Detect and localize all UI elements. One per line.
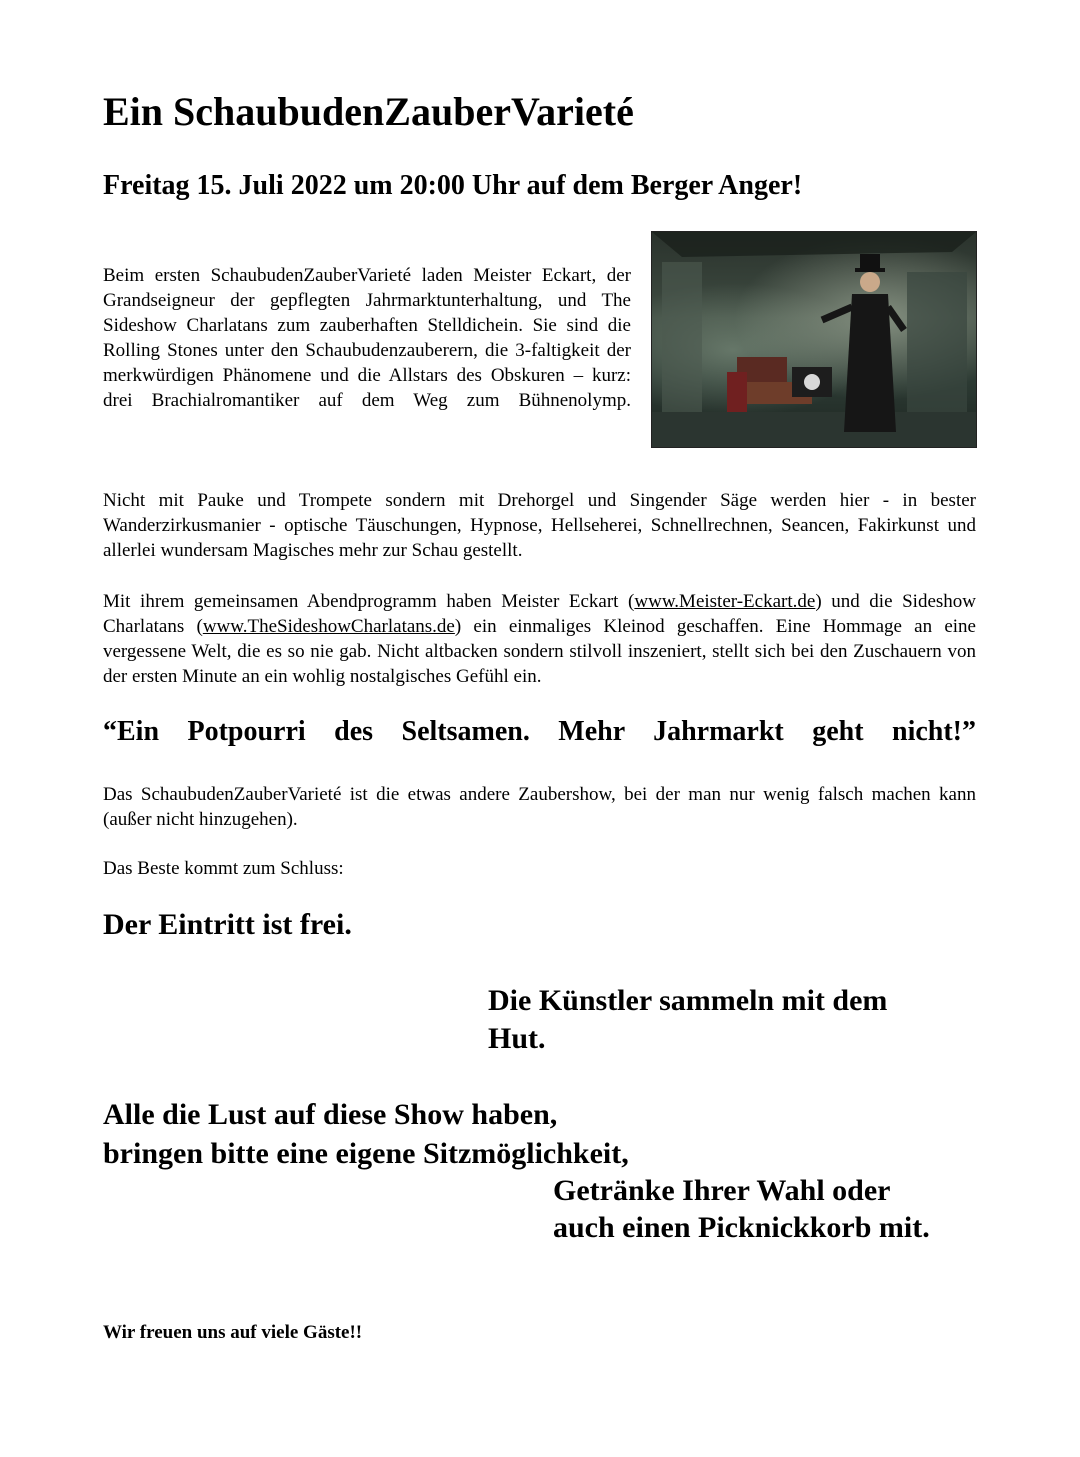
bring-note-line-1: Alle die Lust auf diese Show haben, [103, 1098, 558, 1131]
program-text-1: Mit ihrem gemeinsamen Abendprogramm haben Meister Eckart ( [103, 591, 635, 612]
closing-note: Wir freuen uns auf viele Gäste!! [103, 1322, 363, 1343]
event-date-heading: Freitag 15. Juli 2022 um 20:00 Uhr auf dem Berger Anger! [103, 170, 803, 201]
paragraph-description: Das SchaubudenZauberVarieté ist die etwas andere Zaubershow, bei der man nur wenig falsch machen kann (außer nicht hinzugehen). [103, 784, 976, 830]
paragraph-performance: Nicht mit Pauke und Trompete sondern mit Drehorgel und Singender Säge werden hier - in bester Wanderzirkusmanier - optische Täuschungen, Hypnose, Hellseherei, Schnellrechnen, Seancen, Fakirkunst und allerlei wundersam Magisches mehr zur Schau gestellt. [103, 490, 976, 561]
quote: “Ein Potpourri des Seltsamen. Mehr Jahrmarkt geht nicht!” [103, 716, 976, 747]
hat-note-line-2: Hut. [488, 1022, 546, 1055]
program-text-2: ) und die Sideshow Charlatans ( [103, 591, 976, 637]
paragraph-best-last: Das Beste kommt zum Schluss: [103, 858, 344, 879]
performer-photo-illustration [652, 232, 976, 447]
admission-note: Der Eintritt ist frei. [103, 908, 352, 941]
paragraph-program [103, 589, 976, 689]
bring-note-line-3: Getränke Ihrer Wahl oder [553, 1174, 891, 1207]
sideshow-charlatans-link[interactable]: www.TheSideshowCharlatans.de [202, 616, 455, 637]
performer-photo [651, 231, 977, 448]
hat-note-line-1: Die Künstler sammeln mit dem [488, 984, 888, 1017]
meister-eckart-link[interactable]: www.Meister-Eckart.de [634, 591, 816, 612]
intro-paragraph: Beim ersten SchaubudenZauberVarieté laden Meister Eckart, der Grandseigneur der gepflegten Jahrmarktunterhaltung, und The Sideshow Charlatans zum zauberhaften Stelldichein. Sie sind die Rolling Stones unter den Schaubudenzauberern, die 3-faltigkeit der merkwürdigen Phänomene und die Allstars des Obskuren – kurz: drei Brachialromantiker auf dem Weg zum Bühnenolymp. [103, 265, 631, 411]
program-text-3: ) ein einmaliges Kleinod geschaffen. Eine Hommage an eine vergessene Welt, die es so nie gab. Nicht altbacken sondern stilvoll inszeniert, stellt sich bei den Zuschauern von der ersten Minute an ein wohlig nostalgisches Gefühl ein. [103, 616, 976, 687]
page-title: Ein SchaubudenZauberVarieté [103, 89, 634, 134]
bring-note-line-4: auch einen Picknickkorb mit. [553, 1211, 930, 1244]
bring-note-line-2: bringen bitte eine eigene Sitzmöglichkeit, [103, 1137, 629, 1170]
